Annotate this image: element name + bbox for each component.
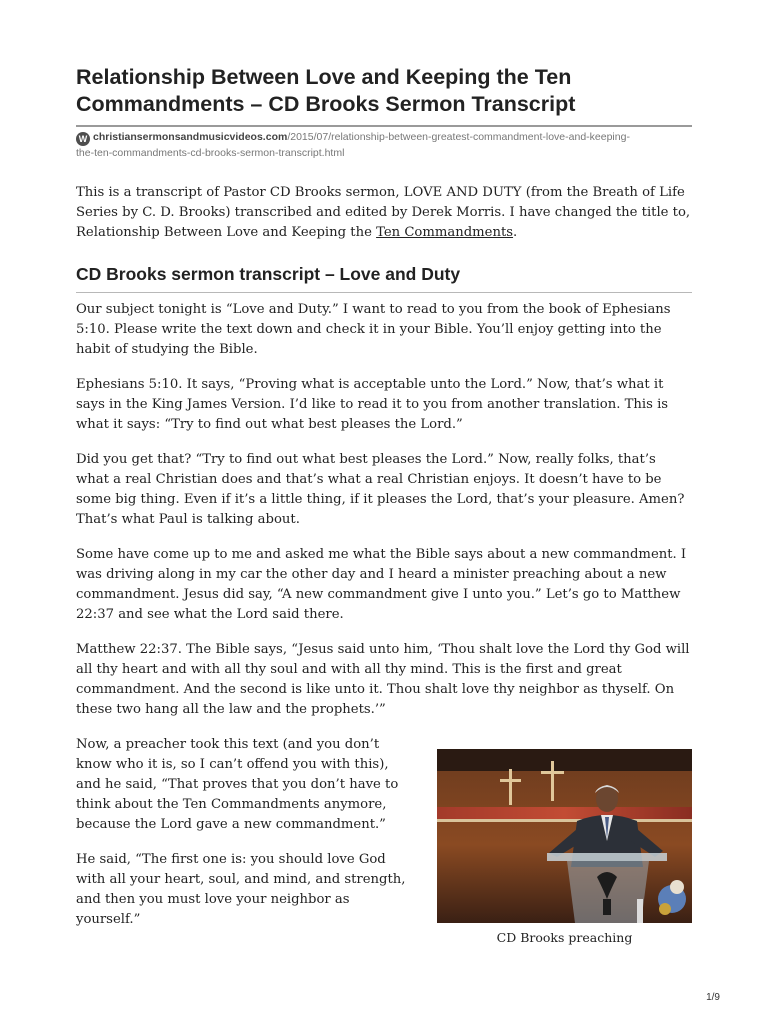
image-caption: CD Brooks preaching — [496, 930, 633, 945]
title-line-1: Relationship Between Love and Keeping the Ten — [76, 65, 572, 89]
intro-text: This is a transcript of Pastor CD Brooks sermon, LOVE AND DUTY (from the Breath of Life Series by C. D. Brooks) transcribed and edited by Derek Morris. I have changed the title to, Relationship Between Love and Keeping the — [76, 185, 691, 240]
source-path-2[interactable]: the-ten-commandments-cd-brooks-sermon-transcript.html — [76, 147, 345, 159]
source-domain[interactable]: christiansermonsandmusicvideos.com — [93, 131, 288, 143]
page-number: 1/9 — [706, 992, 720, 1003]
section-divider — [76, 292, 692, 293]
paragraph-1: Our subject tonight is “Love and Duty.” I want to read to you from the book of Ephesians 5:10. Please write the text down and check it in your Bible. You’ll enjoy getting into the habit of studying the Bible. — [76, 302, 671, 357]
paragraph-7: He said, “The first one is: you should love God with all your heart, soul, and mind, and strength, and then you must love your neighbor as yourself.” — [76, 852, 406, 927]
intro-text-end: . — [513, 225, 518, 240]
page-title — [76, 64, 716, 118]
sermon-photo — [437, 749, 692, 923]
section-heading: CD Brooks sermon transcript – Love and Duty — [76, 264, 461, 284]
paragraph-6: Now, a preacher took this text (and you don’t know who it is, so I can’t offend you with this), and he said, “That proves that you don’t have to think about the Ten Commandments anymore, because the Lord gave a new commandment.” — [76, 737, 399, 832]
paragraph-3: Did you get that? “Try to find out what best pleases the Lord.” Now, really folks, that’s what a real Christian does and that’s what a real Christian enjoys. It doesn’t have to be some big thing. Even if it’s a little thing, if it pleases the Lord, that’s your pleasure. Amen? That’s what Paul is talking about. — [76, 452, 685, 527]
title-line-2: Commandments – CD Brooks Sermon Transcript — [76, 92, 576, 116]
title-divider — [76, 125, 692, 127]
paragraph-4: Some have come up to me and asked me what the Bible says about a new commandment. I was driving along in my car the other day and I heard a minister preaching about a new commandment. Jesus did say, “A new commandment give I unto you.” Let’s go to Matthew 22:37 and see what the Lord said there. — [76, 547, 687, 622]
wordpress-icon: W — [76, 132, 90, 146]
paragraph-5: Matthew 22:37. The Bible says, “Jesus said unto him, ‘Thou shalt love the Lord thy God will all thy heart and with all thy soul and with all thy mind. This is the first and great commandment. And the second is like unto it. Thou shalt love thy neighbor as thyself. On these two hang all the law and the prophets.’” — [76, 642, 690, 717]
intro-paragraph — [76, 183, 692, 243]
source-url[interactable] — [76, 130, 696, 161]
source-path-1[interactable]: /2015/07/relationship-between-greatest-commandment-love-and-keeping- — [287, 131, 630, 143]
paragraph-2: Ephesians 5:10. It says, “Proving what is acceptable unto the Lord.” Now, that’s what it says in the King James Version. I’d like to read it to you from another translation. This is what it says: “Try to find out what best pleases the Lord.” — [76, 377, 669, 432]
ten-commandments-link[interactable]: Ten Commandments — [376, 225, 514, 240]
